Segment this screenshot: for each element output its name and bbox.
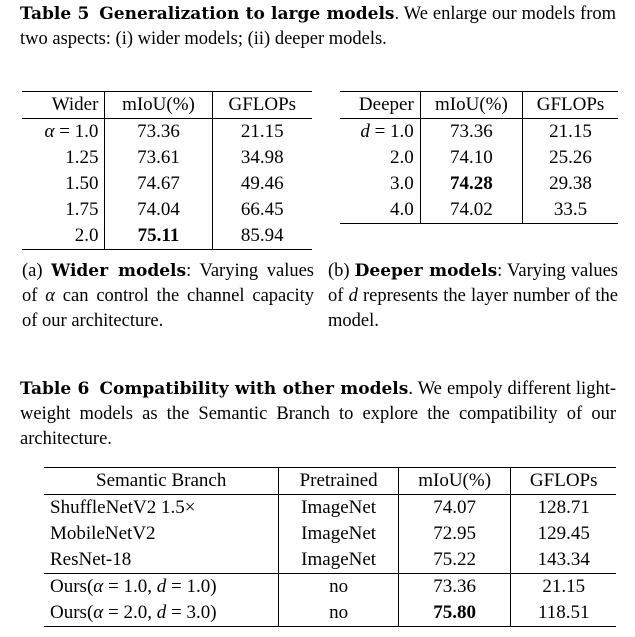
header-miou: mIoU(%) [420,92,522,119]
header-gflops: GFLOPs [523,92,618,119]
table6-title: Compatibility with other models [99,379,409,399]
cell-alpha: α = 1.0 [22,119,105,146]
cell-gflops: 129.45 [537,523,590,544]
table-row [22,171,312,197]
cell-gflops: 34.98 [240,147,284,168]
header-pretrained: Pretrained [279,468,398,495]
table6-text: . We empoly different light-weight models as the Semantic Branch to explore the compatibility of our architecture. [20,379,616,449]
table-row [44,547,616,574]
cell-gflops: 21.15 [549,121,592,142]
table6-caption [20,377,616,452]
cell-gflops: 118.51 [511,600,616,627]
cell-gflops: 25.26 [549,147,592,168]
cell-miou: 74.07 [398,495,511,522]
table-row [44,521,616,547]
cell-branch: ResNet-18 [44,547,279,574]
cell-miou: 73.61 [105,145,212,171]
cell-branch: MobileNetV2 [44,521,279,547]
cell-gflops: 21.15 [240,121,284,142]
cell-depth: 3.0 [340,171,420,197]
deeper-models-table [340,91,618,224]
cell-depth: 2.0 [340,145,420,171]
subcaption-deeper: (b) Deeper models: Varying values of d represents the layer number of the model. [328,261,618,331]
cell-miou-best: 75.80 [398,600,511,627]
table-row [44,495,616,522]
cell-gflops: 49.46 [240,173,284,194]
table-row [340,119,618,146]
cell-branch: Ours(α = 2.0, d = 3.0) [44,600,279,627]
table-row [22,119,312,146]
cell-gflops: 33.5 [523,197,618,224]
header-miou: mIoU(%) [398,468,511,495]
cell-alpha: 1.25 [22,145,105,171]
cell-miou-best: 74.28 [420,171,522,197]
cell-depth: d = 1.0 [340,119,420,146]
cell-branch: Ours(α = 1.0, d = 1.0) [44,574,279,601]
cell-gflops: 143.34 [537,549,590,570]
table-row [340,197,618,224]
table-row [44,600,616,627]
cell-pretrained: ImageNet [279,495,398,522]
cell-alpha: 2.0 [22,223,105,250]
cell-miou: 72.95 [398,521,511,547]
cell-gflops: 66.45 [240,199,284,220]
cell-miou: 74.02 [420,197,522,224]
table-row [22,145,312,171]
cell-miou: 74.67 [105,171,212,197]
cell-miou: 73.36 [420,119,522,146]
table-row [340,145,618,171]
header-wider: Wider [22,92,105,119]
header-semantic-branch: Semantic Branch [44,468,279,495]
cell-gflops: 128.71 [537,497,590,518]
cell-gflops: 85.94 [212,223,312,250]
header-gflops: GFLOPs [212,92,312,119]
table6-label: Table 6 [20,379,90,399]
header-gflops: GFLOPs [511,468,616,495]
cell-miou: 74.10 [420,145,522,171]
cell-miou: 74.04 [105,197,212,223]
table-row [22,197,312,223]
cell-miou: 73.36 [105,119,212,146]
cell-alpha: 1.75 [22,197,105,223]
cell-branch: ShuffleNetV2 1.5× [44,495,279,522]
cell-miou: 73.36 [398,574,511,601]
cell-miou-best: 75.11 [105,223,212,250]
table5-text: . We enlarge our models from two aspects: (i) wider models; (ii) deeper models. [20,4,616,49]
subcaption-wider: (a) Wider models: Varying values of α can control the channel capacity of our architecture. [22,261,314,331]
cell-pretrained: ImageNet [279,547,398,574]
cell-miou: 75.22 [398,547,511,574]
table-row [340,171,618,197]
cell-pretrained: no [279,574,398,601]
cell-pretrained: no [279,600,398,627]
table5-title: Generalization to large models [99,4,395,24]
table5-label: Table 5 [20,4,90,24]
cell-gflops: 21.15 [511,574,616,601]
header-deeper: Deeper [340,92,420,119]
cell-pretrained: ImageNet [279,521,398,547]
header-miou: mIoU(%) [105,92,212,119]
wider-models-table [22,91,312,250]
cell-depth: 4.0 [340,197,420,224]
table-row [22,223,312,250]
cell-gflops: 29.38 [549,173,592,194]
table-row [44,574,616,601]
table5-caption [20,2,616,52]
cell-alpha: 1.50 [22,171,105,197]
compatibility-table [44,467,616,627]
